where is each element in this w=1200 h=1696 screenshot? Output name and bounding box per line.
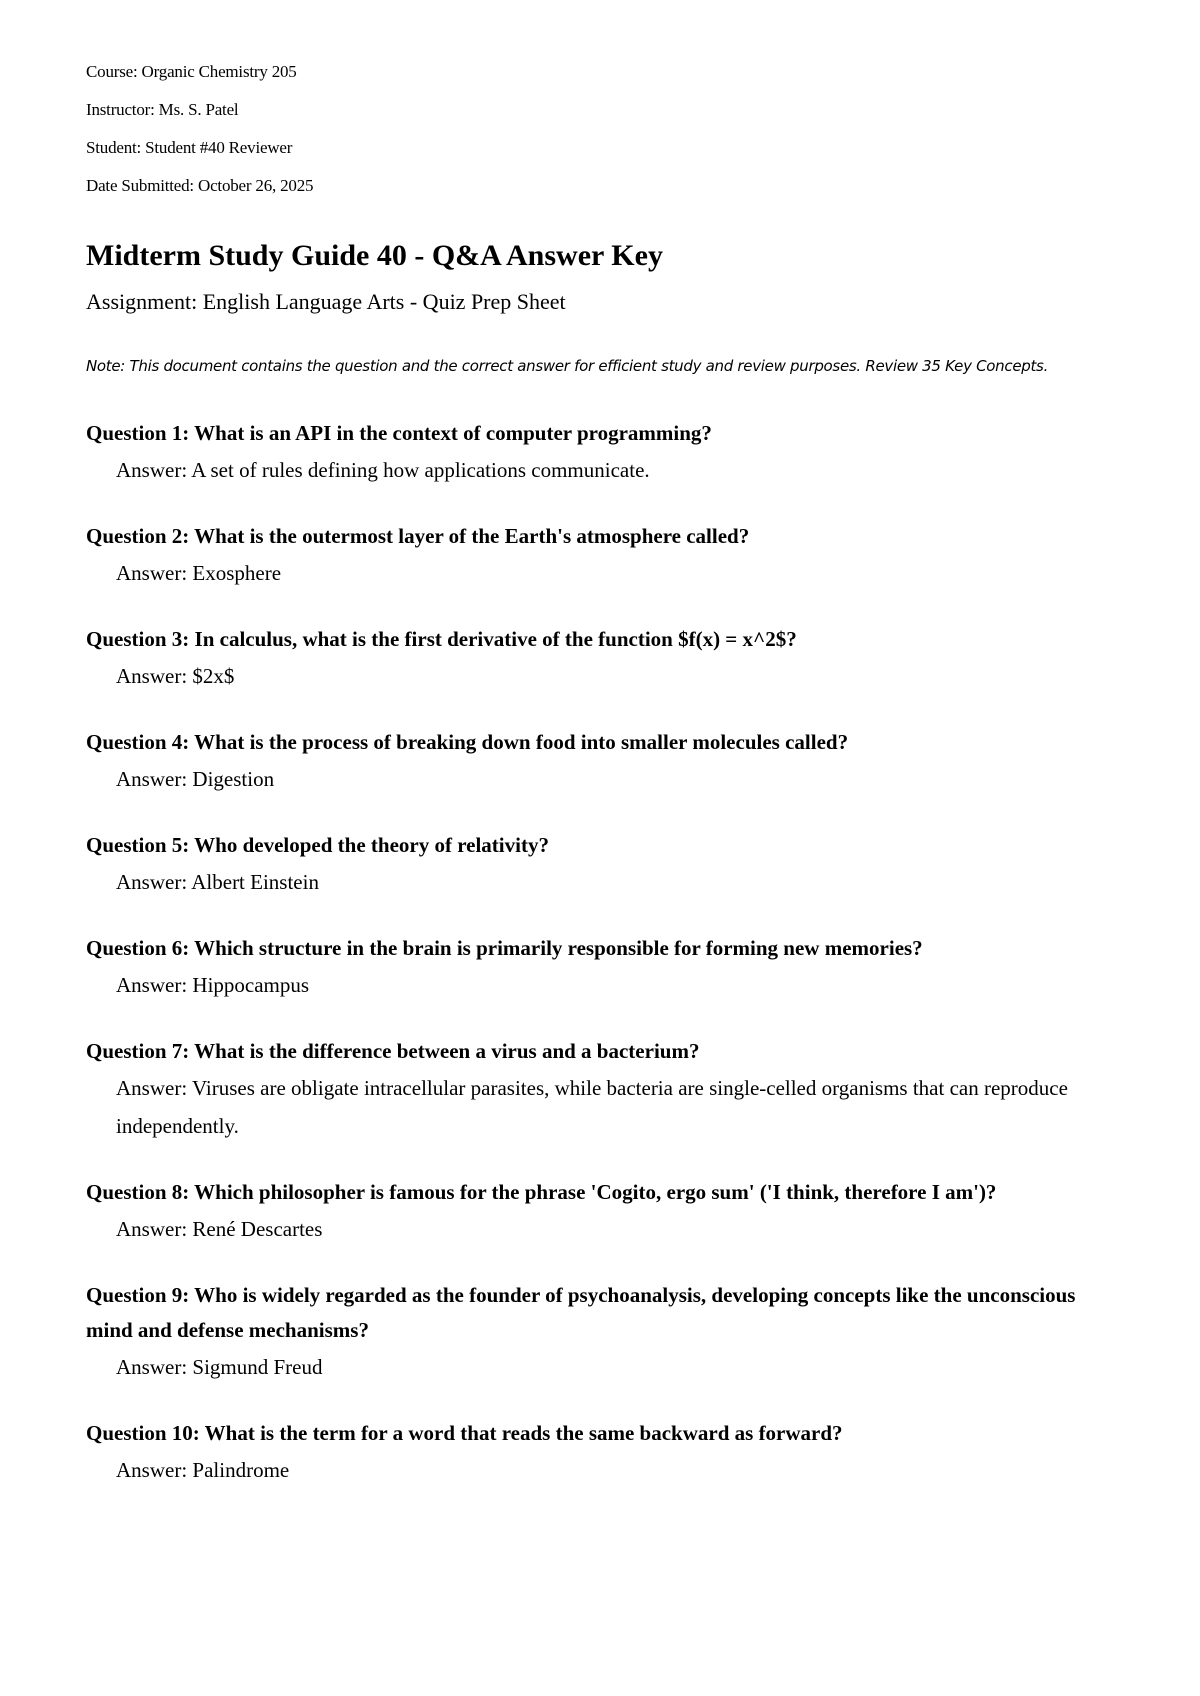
qa-item bbox=[86, 828, 1166, 901]
qa-list bbox=[86, 416, 1166, 1489]
question-body: What is the term for a word that reads the same backward as forward? bbox=[204, 1421, 843, 1445]
document-body bbox=[86, 62, 1166, 1519]
qa-item bbox=[86, 725, 1166, 798]
question-label: Question 2: bbox=[86, 524, 190, 548]
question-label: Question 8: bbox=[86, 1180, 190, 1204]
answer-text: Answer: Hippocampus bbox=[116, 973, 310, 997]
question-text bbox=[86, 1416, 1126, 1451]
question-text bbox=[86, 931, 1126, 966]
qa-item bbox=[86, 1416, 1166, 1489]
question-text bbox=[86, 828, 1126, 863]
date-line: Date Submitted: October 26, 2025 bbox=[86, 176, 314, 195]
answer-text: Answer: Albert Einstein bbox=[116, 870, 319, 894]
question-text bbox=[86, 622, 1126, 657]
answer-text: Answer: A set of rules defining how applications communicate. bbox=[116, 458, 650, 482]
question-body: Which structure in the brain is primarily responsible for forming new memories? bbox=[194, 936, 923, 960]
question-text bbox=[86, 519, 1126, 554]
qa-item bbox=[86, 519, 1166, 592]
question-label: Question 6: bbox=[86, 936, 190, 960]
assignment-line: Assignment: English Language Arts - Quiz Prep Sheet bbox=[86, 289, 566, 314]
qa-item bbox=[86, 416, 1166, 489]
document-title: Midterm Study Guide 40 - Q&A Answer Key bbox=[86, 239, 663, 272]
answer-text: Answer: Palindrome bbox=[116, 1458, 290, 1482]
question-text bbox=[86, 416, 1126, 451]
qa-item bbox=[86, 931, 1166, 1004]
question-body: In calculus, what is the first derivative of the function $f(x) = x^2$? bbox=[194, 627, 797, 651]
qa-item bbox=[86, 1175, 1166, 1248]
question-body: Who is widely regarded as the founder of psychoanalysis, developing concepts like the unconscious mind and defense mechanisms? bbox=[86, 1283, 1076, 1342]
course-line: Course: Organic Chemistry 205 bbox=[86, 62, 297, 81]
question-text bbox=[86, 1175, 1126, 1210]
study-note: Note: This document contains the question and the correct answer for efficient study and review purposes. Review 35 Key Concepts. bbox=[86, 357, 1049, 375]
answer-text: Answer: Sigmund Freud bbox=[116, 1355, 323, 1379]
question-body: What is the difference between a virus and a bacterium? bbox=[194, 1039, 700, 1063]
question-body: Who developed the theory of relativity? bbox=[194, 833, 549, 857]
question-label: Question 10: bbox=[86, 1421, 200, 1445]
question-label: Question 4: bbox=[86, 730, 190, 754]
question-label: Question 3: bbox=[86, 627, 190, 651]
metadata-block bbox=[86, 62, 1166, 196]
question-label: Question 5: bbox=[86, 833, 190, 857]
question-label: Question 7: bbox=[86, 1039, 190, 1063]
instructor-line: Instructor: Ms. S. Patel bbox=[86, 100, 239, 119]
qa-item bbox=[86, 1034, 1166, 1145]
answer-text: Answer: Viruses are obligate intracellular parasites, while bacteria are single-celled organisms that can reproduce independently. bbox=[116, 1076, 1068, 1138]
question-label: Question 9: bbox=[86, 1283, 190, 1307]
qa-item bbox=[86, 622, 1166, 695]
question-text bbox=[86, 1034, 1126, 1069]
question-body: What is the outermost layer of the Earth's atmosphere called? bbox=[194, 524, 750, 548]
question-body: What is the process of breaking down food into smaller molecules called? bbox=[194, 730, 849, 754]
answer-text: Answer: $2x$ bbox=[116, 664, 235, 688]
qa-item bbox=[86, 1278, 1166, 1386]
answer-text: Answer: Digestion bbox=[116, 767, 275, 791]
question-label: Question 1: bbox=[86, 421, 190, 445]
answer-text: Answer: René Descartes bbox=[116, 1217, 323, 1241]
question-text bbox=[86, 725, 1126, 760]
student-line: Student: Student #40 Reviewer bbox=[86, 138, 293, 157]
question-text bbox=[86, 1278, 1126, 1348]
question-body: Which philosopher is famous for the phrase 'Cogito, ergo sum' ('I think, therefore I am')? bbox=[194, 1180, 997, 1204]
question-body: What is an API in the context of computer programming? bbox=[194, 421, 712, 445]
answer-text: Answer: Exosphere bbox=[116, 561, 282, 585]
